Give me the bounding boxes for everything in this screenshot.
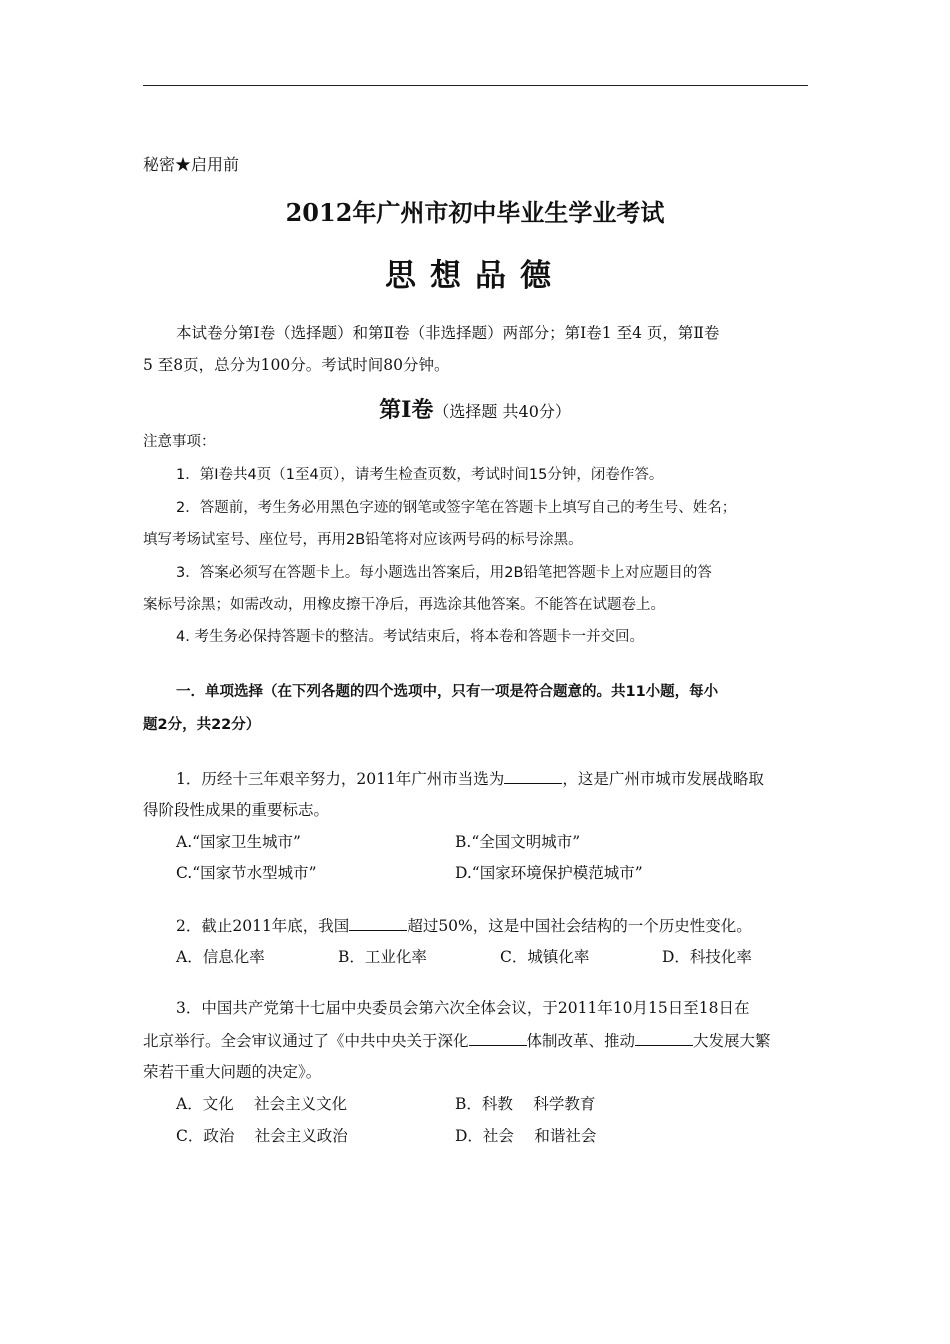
secret-label: 秘密★启用前 — [143, 155, 240, 174]
exam-title: 2012年广州市初中毕业生学业考试 — [285, 198, 665, 227]
q2-stem-post: 超过50%，这是中国社会结构的一个历史性变化。 — [407, 917, 752, 935]
intro-line-2: 5 至8页，总分为100分。考试时间80分钟。 — [143, 356, 450, 374]
q2-stem — [176, 915, 752, 936]
q2-option-c: C．城镇化率 — [500, 948, 590, 966]
q1-stem-post: ，这是广州市城市发展战略取 — [562, 770, 764, 788]
q1-option-a: A.“国家卫生城市” — [176, 833, 301, 851]
q2-option-d: D．科技化率 — [662, 948, 752, 966]
q3-stem-post: 大发展大繁 — [693, 1032, 771, 1050]
q1-stem-pre: 1．历经十三年艰辛努力，2011年广州市当选为 — [176, 770, 505, 788]
q2-option-a: A．信息化率 — [176, 948, 265, 966]
q3-option-a: A．文化 社会主义文化 — [176, 1095, 348, 1113]
q3-stem-line-1: 3．中国共产党第十七届中央委员会第六次全体会议，于2011年10月15日至18日在 — [176, 999, 750, 1017]
q3-option-d: D．社会 和谐社会 — [455, 1127, 597, 1145]
note-1: 1．第Ⅰ卷共4页（1至4页），请考生检查页数，考试时间15分钟，闭卷作答。 — [176, 467, 664, 483]
q1-option-b: B.“全国文明城市” — [455, 833, 581, 851]
q3-stem-mid: 体制改革、推动 — [526, 1032, 636, 1050]
q3-option-c: C．政治 社会主义政治 — [176, 1127, 348, 1145]
note-3b: 案标号涂黑；如需改动，用橡皮擦干净后，再选涂其他答案。不能答在试题卷上。 — [143, 597, 665, 613]
section1-line-2: 题2分，共22分） — [143, 717, 261, 733]
q2-stem-pre: 2．截止2011年底，我国 — [176, 917, 350, 935]
notes-heading: 注意事项： — [143, 434, 216, 450]
q1-stem-line-2: 得阶段性成果的重要标志。 — [143, 801, 330, 819]
part1-subtitle: （选择题 共40分） — [433, 402, 571, 421]
q3-stem-pre: 北京举行。全会审议通过了《中共中央关于深化 — [143, 1032, 469, 1050]
intro-line-1: 本试卷分第Ⅰ卷（选择题）和第Ⅱ卷（非选择题）两部分；第Ⅰ卷1 至4 页，第Ⅱ卷 — [176, 324, 720, 342]
header-rule — [143, 85, 808, 86]
subject-title: 思想品德 — [385, 258, 565, 294]
q2-answer-blank — [349, 915, 407, 931]
q1-answer-blank — [504, 768, 562, 784]
q3-answer-blank-1 — [469, 1030, 527, 1046]
q1-option-c: C.“国家节水型城市” — [176, 864, 317, 882]
q2-option-b: B．工业化率 — [338, 948, 427, 966]
note-2b: 填写考场试室号、座位号，再用2B铅笔将对应该两号码的标号涂黑。 — [143, 532, 583, 548]
note-4: 4. 考生务必保持答题卡的整洁。考试结束后，将本卷和答题卡一并交回。 — [176, 629, 644, 645]
q3-stem-line-2 — [143, 1030, 771, 1051]
note-3a: 3．答案必须写在答题卡上。每小题选出答案后，用2B铅笔把答题卡上对应题目的答 — [176, 565, 712, 581]
q3-answer-blank-2 — [635, 1030, 693, 1046]
q1-option-d: D.“国家环境保护模范城市” — [455, 864, 643, 882]
note-2a: 2．答题前，考生务必用黑色字迹的钢笔或签字笔在答题卡上填写自己的考生号、姓名； — [176, 500, 737, 516]
q3-stem-line-3: 荣若干重大问题的决定》。 — [143, 1063, 322, 1081]
part1-title: 第Ⅰ卷 — [379, 397, 434, 423]
section1-line-1: 一．单项选择（在下列各题的四个选项中，只有一项是符合题意的。共11小题，每小 — [176, 684, 719, 700]
part1-heading — [0, 396, 950, 426]
q3-option-b: B．科教 科学教育 — [455, 1095, 596, 1113]
q1-stem-line-1 — [176, 768, 764, 789]
